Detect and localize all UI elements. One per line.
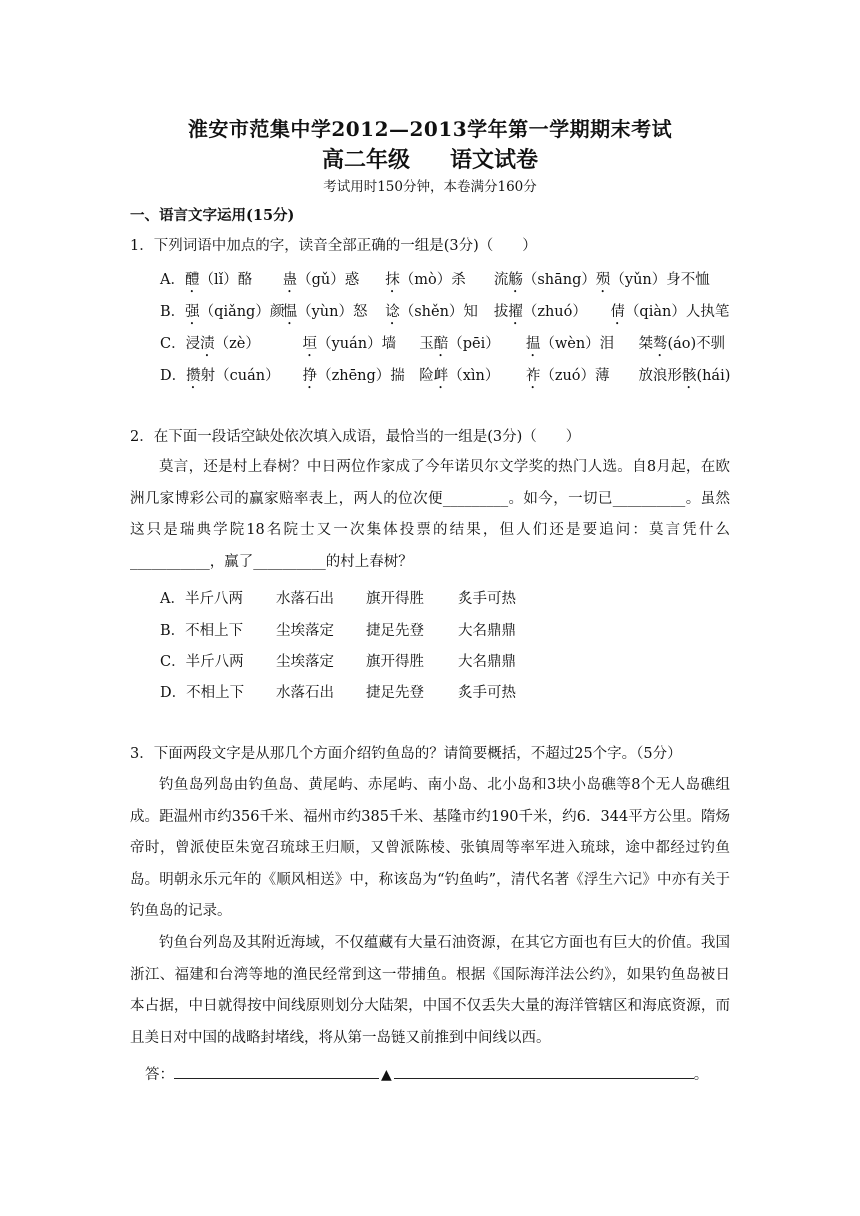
q1-d-5: 放浪形骸(hái) <box>638 368 731 384</box>
q2-c-1: C．半斤八两 <box>160 654 244 670</box>
answer-label: 答： <box>145 1067 174 1083</box>
q2-a-4: 炙手可热 <box>458 591 516 607</box>
q2-choice-c <box>160 650 516 671</box>
q2-b-4: 大名鼎鼎 <box>458 623 516 639</box>
q2-passage: 莫言，还是村上春树？中日两位作家成了今年诺贝尔文学奖的热门人选。自8月起，在欧洲几家博彩公司的赢家赔率表上，两人的位次便_________。如今，一切已__________。虽然这只是瑞典学院18名院士又一次集体投票的结果，但人们还是要追问：莫言凭什么___________，赢了__________的村上春树？ <box>130 459 730 570</box>
q1-b-4: 拔擢（zhuó） <box>493 304 587 320</box>
q2-choice-b <box>160 619 516 640</box>
q1-c-1: C．浸渍（zè） <box>160 336 260 352</box>
q1-c-5: 桀骜(áo)不驯 <box>638 336 726 352</box>
q1-a-2: 蛊（gǔ）惑 <box>282 272 360 288</box>
q1-option-c <box>160 332 725 360</box>
q1-stem: 1．下列词语中加点的字，读音全部正确的一组是(3分)（ ） <box>130 238 537 254</box>
q1-d-2: 挣（zhēng）揣 <box>302 368 405 384</box>
q2-d-4: 炙手可热 <box>458 685 516 701</box>
q1-d-3: 险衅（xìn） <box>419 368 500 384</box>
q1-option-a <box>160 268 710 296</box>
q2-d-2: 水落石出 <box>276 685 334 701</box>
paper-label: 语文试卷 <box>450 147 539 173</box>
q3-paragraph-1: 钓鱼岛列岛由钓鱼岛、黄尾屿、赤尾屿、南小岛、北小岛和3块小岛礁等8个无人岛礁组成。距温州市约356千米、福州市约385千米、基隆市约190千米，约6．344平方公里。隋炀帝时，曾派使臣朱宽召琉球王归顺，又曾派陈棱、张镇周等率军进入琉球，途中都经过钓鱼岛。明朝永乐元年的《顺风相送》中，称该岛为“钓鱼屿”，清代名著《浮生六记》中亦有关于钓鱼岛的记录。 <box>130 777 730 919</box>
q2-a-3: 旗开得胜 <box>366 591 424 607</box>
q2-d-3: 捷足先登 <box>366 685 424 701</box>
q2-b-3: 捷足先登 <box>366 623 424 639</box>
answer-blank-left[interactable] <box>174 1064 379 1079</box>
q2-choice-a <box>160 587 516 608</box>
q2-c-2: 尘埃落定 <box>276 654 334 670</box>
q1-d-4: 祚（zuó）薄 <box>525 368 610 384</box>
q1-b-3: 谂（shěn）知 <box>385 304 478 320</box>
q1-a-4: 流觞（shāng）殒（yǔn）身不恤 <box>493 272 710 288</box>
q1-b-2: 愠（yùn）怒 <box>282 304 368 320</box>
q3-answer-line <box>145 1063 708 1084</box>
q2-stem: 2．在下面一段话空缺处依次填入成语，最恰当的一组是(3分)（ ） <box>130 429 581 445</box>
exam-title: 淮安市范集中学2012—2013学年第一学期期末考试 <box>187 117 673 141</box>
q1-option-b <box>160 300 729 328</box>
q1-option-d <box>160 364 730 392</box>
q1-c-2: 垣（yuán）墙 <box>302 336 397 352</box>
grade-label: 高二年级 <box>321 147 410 173</box>
triangle-marker-icon: ▲ <box>381 1067 392 1083</box>
q2-a-1: A．半斤八两 <box>160 591 243 607</box>
q2-c-4: 大名鼎鼎 <box>458 654 516 670</box>
q2-b-1: B．不相上下 <box>160 623 244 639</box>
exam-subtitle-grade <box>0 143 860 174</box>
q3-stem: 3．下面两段文字是从那几个方面介绍钓鱼岛的？请简要概括，不超过25个字。（5分） <box>130 746 682 762</box>
q3-paragraph-2: 钓鱼台列岛及其附近海域，不仅蕴藏有大量石油资源，在其它方面也有巨大的价值。我国浙江、福建和台湾等地的渔民经常到这一带捕鱼。根据《国际海洋法公约》，如果钓鱼岛被日本占据，中日就得按中间线原则划分大陆架，中国不仅丢失大量的海洋管辖区和海底资源，而且美日对中国的战略封堵线，将从第一岛链又前推到中间线以西。 <box>130 935 730 1046</box>
q1-c-3: 玉醅（pēi） <box>419 336 500 352</box>
q2-a-2: 水落石出 <box>276 591 334 607</box>
q2-d-1: D．不相上下 <box>160 685 245 701</box>
q2-c-3: 旗开得胜 <box>366 654 424 670</box>
q2-choice-d <box>160 681 516 702</box>
q1-d-1: D．攒射（cuán） <box>160 368 280 384</box>
section-heading: 一、语言文字运用(15分) <box>130 207 295 224</box>
answer-end: 。 <box>693 1067 709 1083</box>
q1-b-5: 倩（qiàn）人执笔 <box>610 304 730 320</box>
q1-a-3: 抹（mò）杀 <box>385 272 466 288</box>
q1-a-1: A．醴（lǐ）酪 <box>160 272 253 288</box>
q2-b-2: 尘埃落定 <box>276 623 334 639</box>
answer-blank-right[interactable] <box>394 1064 694 1079</box>
q1-c-4: 揾（wèn）泪 <box>525 336 615 352</box>
q1-b-1: B．强（qiǎng）颜 <box>160 304 285 320</box>
exam-info: 考试用时150分钟，本卷满分160分 <box>323 179 537 195</box>
